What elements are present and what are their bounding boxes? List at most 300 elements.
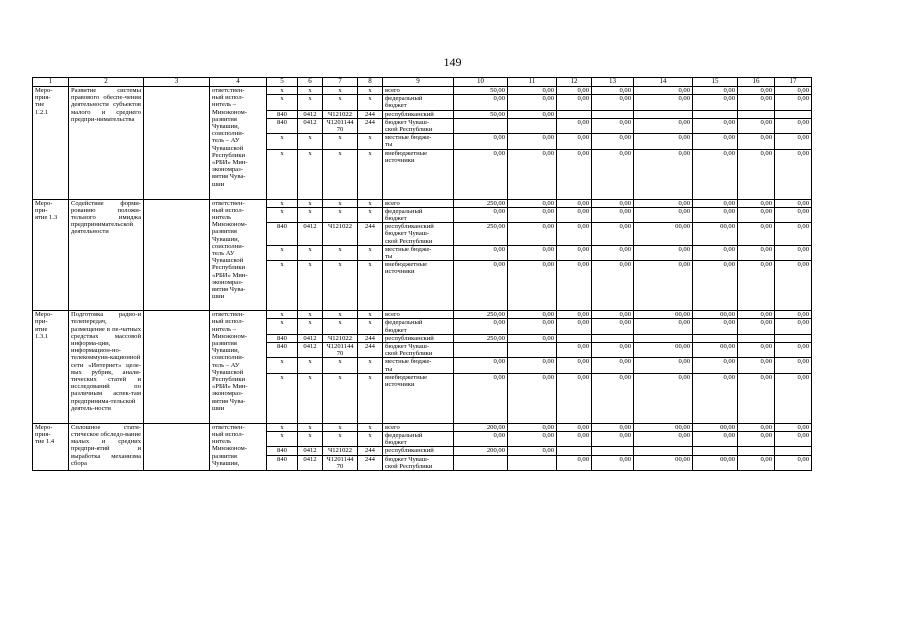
section-code: x: [298, 373, 323, 423]
expense-type-code: 244: [358, 343, 383, 358]
year-value: 0,00: [508, 334, 557, 342]
section-code: x: [298, 87, 323, 95]
grbs-code: x: [267, 261, 298, 311]
year-value: 0,00: [775, 319, 812, 334]
year-value: 0,00: [592, 134, 634, 149]
year-value: 0,00: [557, 455, 592, 470]
year-value: 0,00: [508, 149, 557, 199]
year-value: 0,00: [592, 432, 634, 447]
year-value: 0,00: [634, 95, 693, 110]
year-value: 50,00: [454, 110, 508, 118]
year-value: 50,00: [454, 87, 508, 95]
target-article-code: Ч1201144 70: [323, 455, 358, 470]
funding-source: всего: [383, 423, 454, 431]
expense-type-code: x: [358, 149, 383, 199]
year-value: 0,00: [592, 199, 634, 207]
expense-type-code: x: [358, 207, 383, 222]
year-value: 0,00: [693, 95, 738, 110]
expense-type-code: x: [358, 199, 383, 207]
year-value: 0,00: [454, 207, 508, 222]
year-value: [557, 110, 592, 118]
grbs-code: 840: [267, 343, 298, 358]
target-article-code: x: [323, 432, 358, 447]
year-value: 250,00: [454, 199, 508, 207]
year-value: 0,00: [634, 134, 693, 149]
year-value: [592, 110, 634, 118]
header-cell: 12: [557, 78, 592, 87]
header-cell: 16: [738, 78, 775, 87]
section-code: 0412: [298, 334, 323, 342]
year-value: 0,00: [738, 87, 775, 95]
year-value: 200,00: [454, 447, 508, 455]
year-value: 0,00: [738, 423, 775, 431]
grbs-code: 840: [267, 223, 298, 246]
year-value: 0,00: [592, 223, 634, 246]
grbs-code: x: [267, 311, 298, 319]
year-value: 0,00: [557, 95, 592, 110]
year-value: 0,00: [508, 358, 557, 373]
year-value: 0,00: [454, 261, 508, 311]
section-code: 0412: [298, 447, 323, 455]
year-value: [738, 334, 775, 342]
year-value: 0,00: [557, 199, 592, 207]
year-value: [592, 447, 634, 455]
expense-type-code: 244: [358, 447, 383, 455]
year-value: 0,00: [775, 245, 812, 260]
year-value: 0,00: [557, 118, 592, 133]
year-value: 0,00: [693, 149, 738, 199]
year-value: 00,00: [634, 343, 693, 358]
expense-type-code: x: [358, 95, 383, 110]
year-value: [454, 343, 508, 358]
year-value: 200,00: [454, 423, 508, 431]
funding-source: местные бюдже- ты: [383, 358, 454, 373]
section-code: 0412: [298, 343, 323, 358]
section-code: 0412: [298, 223, 323, 246]
year-value: 0,00: [634, 87, 693, 95]
year-value: 0,00: [738, 149, 775, 199]
table-row: [33, 199, 812, 207]
section-code: 0412: [298, 110, 323, 118]
expense-type-code: x: [358, 134, 383, 149]
section-code: x: [298, 358, 323, 373]
year-value: [693, 334, 738, 342]
year-value: [775, 334, 812, 342]
expense-type-code: 244: [358, 455, 383, 470]
grbs-code: 840: [267, 447, 298, 455]
year-value: 250,00: [454, 311, 508, 319]
header-cell: 9: [383, 78, 454, 87]
measure-name: Сплошное стати-стическое обследо-вание малых и средних предпри-ятий и выработка механизма сбора: [69, 423, 144, 470]
header-cell: 15: [693, 78, 738, 87]
year-value: 0,00: [738, 432, 775, 447]
year-value: 0,00: [738, 358, 775, 373]
year-value: 0,00: [454, 245, 508, 260]
expense-type-code: x: [358, 423, 383, 431]
year-value: [738, 447, 775, 455]
year-value: 0,00: [454, 358, 508, 373]
year-value: 0,00: [508, 87, 557, 95]
year-value: 0,00: [508, 95, 557, 110]
header-cell: 5: [267, 78, 298, 87]
funding-source: республиканский: [383, 110, 454, 118]
year-value: [454, 455, 508, 470]
funding-source: федеральный бюджет: [383, 432, 454, 447]
year-value: [738, 110, 775, 118]
target-article-code: x: [323, 199, 358, 207]
year-value: 00,00: [634, 455, 693, 470]
grbs-code: x: [267, 432, 298, 447]
funding-source: всего: [383, 87, 454, 95]
year-value: 0,00: [557, 343, 592, 358]
target-article-code: x: [323, 207, 358, 222]
year-value: 0,00: [557, 207, 592, 222]
year-value: 0,00: [775, 207, 812, 222]
grbs-code: x: [267, 207, 298, 222]
year-value: 0,00: [634, 245, 693, 260]
funding-source: бюджет Чуваш- ской Республики: [383, 118, 454, 133]
year-value: 0,00: [693, 118, 738, 133]
column-3-cell: [144, 199, 210, 311]
year-value: 0,00: [775, 118, 812, 133]
year-value: 0,00: [738, 319, 775, 334]
target-article-code: Ч121022: [323, 110, 358, 118]
funding-source: всего: [383, 199, 454, 207]
expense-type-code: x: [358, 261, 383, 311]
target-article-code: Ч121022: [323, 334, 358, 342]
table-row: [33, 87, 812, 95]
year-value: 0,00: [693, 207, 738, 222]
target-article-code: x: [323, 87, 358, 95]
header-cell: 17: [775, 78, 812, 87]
section-code: x: [298, 432, 323, 447]
year-value: 0,00: [508, 447, 557, 455]
year-value: 0,00: [693, 87, 738, 95]
funding-source: внебюджетные источники: [383, 373, 454, 423]
executor: ответствен- ный испол- нитель Минэконом- развития Чувашии,: [210, 423, 267, 470]
year-value: 0,00: [634, 149, 693, 199]
target-article-code: x: [323, 245, 358, 260]
header-cell: 7: [323, 78, 358, 87]
expense-type-code: x: [358, 432, 383, 447]
expense-type-code: 244: [358, 223, 383, 246]
budget-table: [32, 77, 812, 471]
header-cell: 11: [508, 78, 557, 87]
year-value: 0,00: [775, 87, 812, 95]
year-value: 0,00: [557, 223, 592, 246]
target-article-code: x: [323, 95, 358, 110]
grbs-code: x: [267, 199, 298, 207]
year-value: [693, 110, 738, 118]
year-value: 0,00: [454, 432, 508, 447]
year-value: 0,00: [693, 199, 738, 207]
year-value: 0,00: [508, 199, 557, 207]
expense-type-code: 244: [358, 334, 383, 342]
year-value: 0,00: [738, 261, 775, 311]
year-value: 0,00: [454, 319, 508, 334]
funding-source: федеральный бюджет: [383, 319, 454, 334]
grbs-code: 840: [267, 118, 298, 133]
target-article-code: Ч1201144 70: [323, 118, 358, 133]
column-3-cell: [144, 87, 210, 200]
year-value: 0,00: [557, 245, 592, 260]
year-value: 0,00: [508, 261, 557, 311]
expense-type-code: x: [358, 87, 383, 95]
year-value: 0,00: [557, 149, 592, 199]
executor: ответствен- ный испол- нитель – Минэконом- развития Чувашии, соисполни- тель – АУ Чувашской Республики «РБИ» Мин- экономраз- вития Чува- шии: [210, 311, 267, 424]
year-value: 0,00: [592, 149, 634, 199]
target-article-code: x: [323, 311, 358, 319]
year-value: 0,00: [557, 358, 592, 373]
year-value: 0,00: [738, 311, 775, 319]
year-value: 0,00: [738, 245, 775, 260]
year-value: [508, 455, 557, 470]
year-value: 0,00: [775, 432, 812, 447]
grbs-code: 840: [267, 334, 298, 342]
year-value: 0,00: [775, 95, 812, 110]
grbs-code: x: [267, 373, 298, 423]
year-value: 0,00: [775, 343, 812, 358]
section-code: x: [298, 245, 323, 260]
expense-type-code: x: [358, 245, 383, 260]
year-value: [693, 447, 738, 455]
grbs-code: x: [267, 358, 298, 373]
year-value: 0,00: [508, 110, 557, 118]
year-value: 0,00: [557, 423, 592, 431]
year-value: 0,00: [775, 373, 812, 423]
year-value: 0,00: [508, 432, 557, 447]
year-value: 0,00: [738, 199, 775, 207]
executor: ответствен- ный испол- нитель Минэконом- развития Чувашии, соисполни- тель АУ Чувашской Республики «РБИ» Мин- экономраз- вития Чува- шии: [210, 199, 267, 311]
target-article-code: x: [323, 358, 358, 373]
grbs-code: 840: [267, 110, 298, 118]
header-cell: 3: [144, 78, 210, 87]
year-value: 0,00: [634, 261, 693, 311]
year-value: 0,00: [775, 134, 812, 149]
year-value: 0,00: [508, 245, 557, 260]
year-value: 0,00: [592, 95, 634, 110]
year-value: 0,00: [634, 358, 693, 373]
funding-source: бюджет Чуваш- ской Республики: [383, 343, 454, 358]
funding-source: внебюджетные источники: [383, 149, 454, 199]
year-value: 0,00: [454, 95, 508, 110]
year-value: 0,00: [775, 358, 812, 373]
year-value: 0,00: [557, 311, 592, 319]
year-value: 250,00: [454, 223, 508, 246]
section-code: 0412: [298, 455, 323, 470]
year-value: 00,00: [634, 311, 693, 319]
year-value: 0,00: [557, 373, 592, 423]
header-cell: 13: [592, 78, 634, 87]
year-value: 0,00: [634, 373, 693, 423]
year-value: 0,00: [693, 245, 738, 260]
year-value: 0,00: [508, 373, 557, 423]
target-article-code: x: [323, 373, 358, 423]
section-code: x: [298, 207, 323, 222]
expense-type-code: x: [358, 319, 383, 334]
year-value: [775, 110, 812, 118]
funding-source: республиканский: [383, 334, 454, 342]
header-cell: 10: [454, 78, 508, 87]
year-value: 0,00: [634, 319, 693, 334]
header-cell: 8: [358, 78, 383, 87]
year-value: 0,00: [592, 319, 634, 334]
funding-source: местные бюдже- ты: [383, 134, 454, 149]
section-code: x: [298, 149, 323, 199]
expense-type-code: x: [358, 311, 383, 319]
year-value: 0,00: [634, 432, 693, 447]
target-article-code: Ч121022: [323, 447, 358, 455]
executor: ответствен- ный испол- нитель – Минэконом- развития Чувашии, соисполни- тель – АУ Чувашской Республики «РБИ» Мин- экономраз- вития Чува- шии: [210, 87, 267, 200]
year-value: 0,00: [508, 311, 557, 319]
year-value: 0,00: [508, 207, 557, 222]
year-value: 0,00: [775, 455, 812, 470]
grbs-code: 840: [267, 455, 298, 470]
year-value: 00,00: [693, 455, 738, 470]
year-value: 0,00: [557, 319, 592, 334]
year-value: [775, 447, 812, 455]
measure-code: Меро- прия- тие 1.2.1: [33, 87, 69, 200]
section-code: x: [298, 95, 323, 110]
year-value: [634, 110, 693, 118]
funding-source: бюджет Чуваш- ской Республики: [383, 455, 454, 470]
year-value: 00,00: [693, 423, 738, 431]
target-article-code: x: [323, 134, 358, 149]
header-cell: 14: [634, 78, 693, 87]
funding-source: республиканский: [383, 447, 454, 455]
year-value: [454, 118, 508, 133]
year-value: 0,00: [775, 311, 812, 319]
year-value: [508, 118, 557, 133]
grbs-code: x: [267, 134, 298, 149]
year-value: [592, 334, 634, 342]
header-row: [33, 78, 812, 87]
expense-type-code: 244: [358, 110, 383, 118]
table-row: [33, 423, 812, 431]
target-article-code: Ч1201144 70: [323, 343, 358, 358]
expense-type-code: 244: [358, 118, 383, 133]
measure-code: Меро- при- ятие 1.3.1: [33, 311, 69, 424]
year-value: 0,00: [508, 319, 557, 334]
year-value: 00,00: [693, 311, 738, 319]
target-article-code: x: [323, 149, 358, 199]
year-value: 0,00: [592, 423, 634, 431]
year-value: 0,00: [508, 223, 557, 246]
grbs-code: x: [267, 319, 298, 334]
year-value: 0,00: [508, 423, 557, 431]
year-value: 0,00: [592, 87, 634, 95]
year-value: 00,00: [693, 223, 738, 246]
year-value: 0,00: [592, 118, 634, 133]
year-value: 0,00: [592, 455, 634, 470]
expense-type-code: x: [358, 358, 383, 373]
year-value: 0,00: [454, 134, 508, 149]
year-value: [634, 447, 693, 455]
table-row: [33, 311, 812, 319]
measure-name: Развитие системы правового обеспе-чения деятельности субъектов малого и среднего предпри-нимательства: [69, 87, 144, 200]
year-value: 0,00: [775, 423, 812, 431]
year-value: 0,00: [693, 134, 738, 149]
year-value: 250,00: [454, 334, 508, 342]
section-code: x: [298, 311, 323, 319]
section-code: x: [298, 261, 323, 311]
target-article-code: x: [323, 319, 358, 334]
year-value: 0,00: [775, 149, 812, 199]
year-value: 0,00: [557, 261, 592, 311]
grbs-code: x: [267, 149, 298, 199]
target-article-code: x: [323, 423, 358, 431]
year-value: 0,00: [634, 118, 693, 133]
year-value: 0,00: [693, 358, 738, 373]
year-value: 0,00: [738, 223, 775, 246]
target-article-code: x: [323, 261, 358, 311]
header-cell: 4: [210, 78, 267, 87]
measure-name: Содействие форми-рованию положи-тельного имиджа предпринимательской деятельности: [69, 199, 144, 311]
column-3-cell: [144, 311, 210, 424]
funding-source: федеральный бюджет: [383, 207, 454, 222]
year-value: 0,00: [557, 432, 592, 447]
section-code: 0412: [298, 118, 323, 133]
year-value: 0,00: [738, 134, 775, 149]
header-cell: 1: [33, 78, 69, 87]
section-code: x: [298, 134, 323, 149]
measure-code: Меро- при- ятие 1.3: [33, 199, 69, 311]
measure-name: Подготовка радио-и телепередач, размещение в пе-чатных средствах массовой информа-ции, информацион-но-телекоммуни-кационной сети «Интернет» целе-вых рубрик, анали-тических статей и исследований по различным аспек-там предпринима-тельской деятель-ности: [69, 311, 144, 424]
year-value: 0,00: [738, 95, 775, 110]
year-value: 0,00: [738, 207, 775, 222]
year-value: 0,00: [592, 261, 634, 311]
year-value: 0,00: [634, 199, 693, 207]
year-value: 0,00: [738, 343, 775, 358]
grbs-code: x: [267, 245, 298, 260]
year-value: 0,00: [738, 455, 775, 470]
page-number: 149: [443, 55, 462, 69]
funding-source: местные бюдже- ты: [383, 245, 454, 260]
section-code: x: [298, 319, 323, 334]
year-value: 0,00: [592, 343, 634, 358]
section-code: x: [298, 199, 323, 207]
year-value: 00,00: [693, 343, 738, 358]
year-value: 0,00: [508, 134, 557, 149]
year-value: 0,00: [592, 207, 634, 222]
year-value: 0,00: [775, 223, 812, 246]
grbs-code: x: [267, 87, 298, 95]
year-value: 00,00: [634, 423, 693, 431]
year-value: 00,00: [634, 223, 693, 246]
year-value: 0,00: [557, 87, 592, 95]
year-value: 0,00: [592, 245, 634, 260]
year-value: 0,00: [738, 118, 775, 133]
funding-source: внебюджетные источники: [383, 261, 454, 311]
year-value: 0,00: [592, 358, 634, 373]
grbs-code: x: [267, 95, 298, 110]
year-value: 0,00: [634, 207, 693, 222]
funding-source: всего: [383, 311, 454, 319]
year-value: 0,00: [693, 319, 738, 334]
year-value: 0,00: [592, 311, 634, 319]
expense-type-code: x: [358, 373, 383, 423]
year-value: 0,00: [454, 149, 508, 199]
year-value: [634, 334, 693, 342]
funding-source: федеральный бюджет: [383, 95, 454, 110]
year-value: 0,00: [693, 432, 738, 447]
year-value: [557, 334, 592, 342]
year-value: 0,00: [557, 134, 592, 149]
year-value: 0,00: [693, 261, 738, 311]
year-value: [508, 343, 557, 358]
column-3-cell: [144, 423, 210, 470]
grbs-code: x: [267, 423, 298, 431]
